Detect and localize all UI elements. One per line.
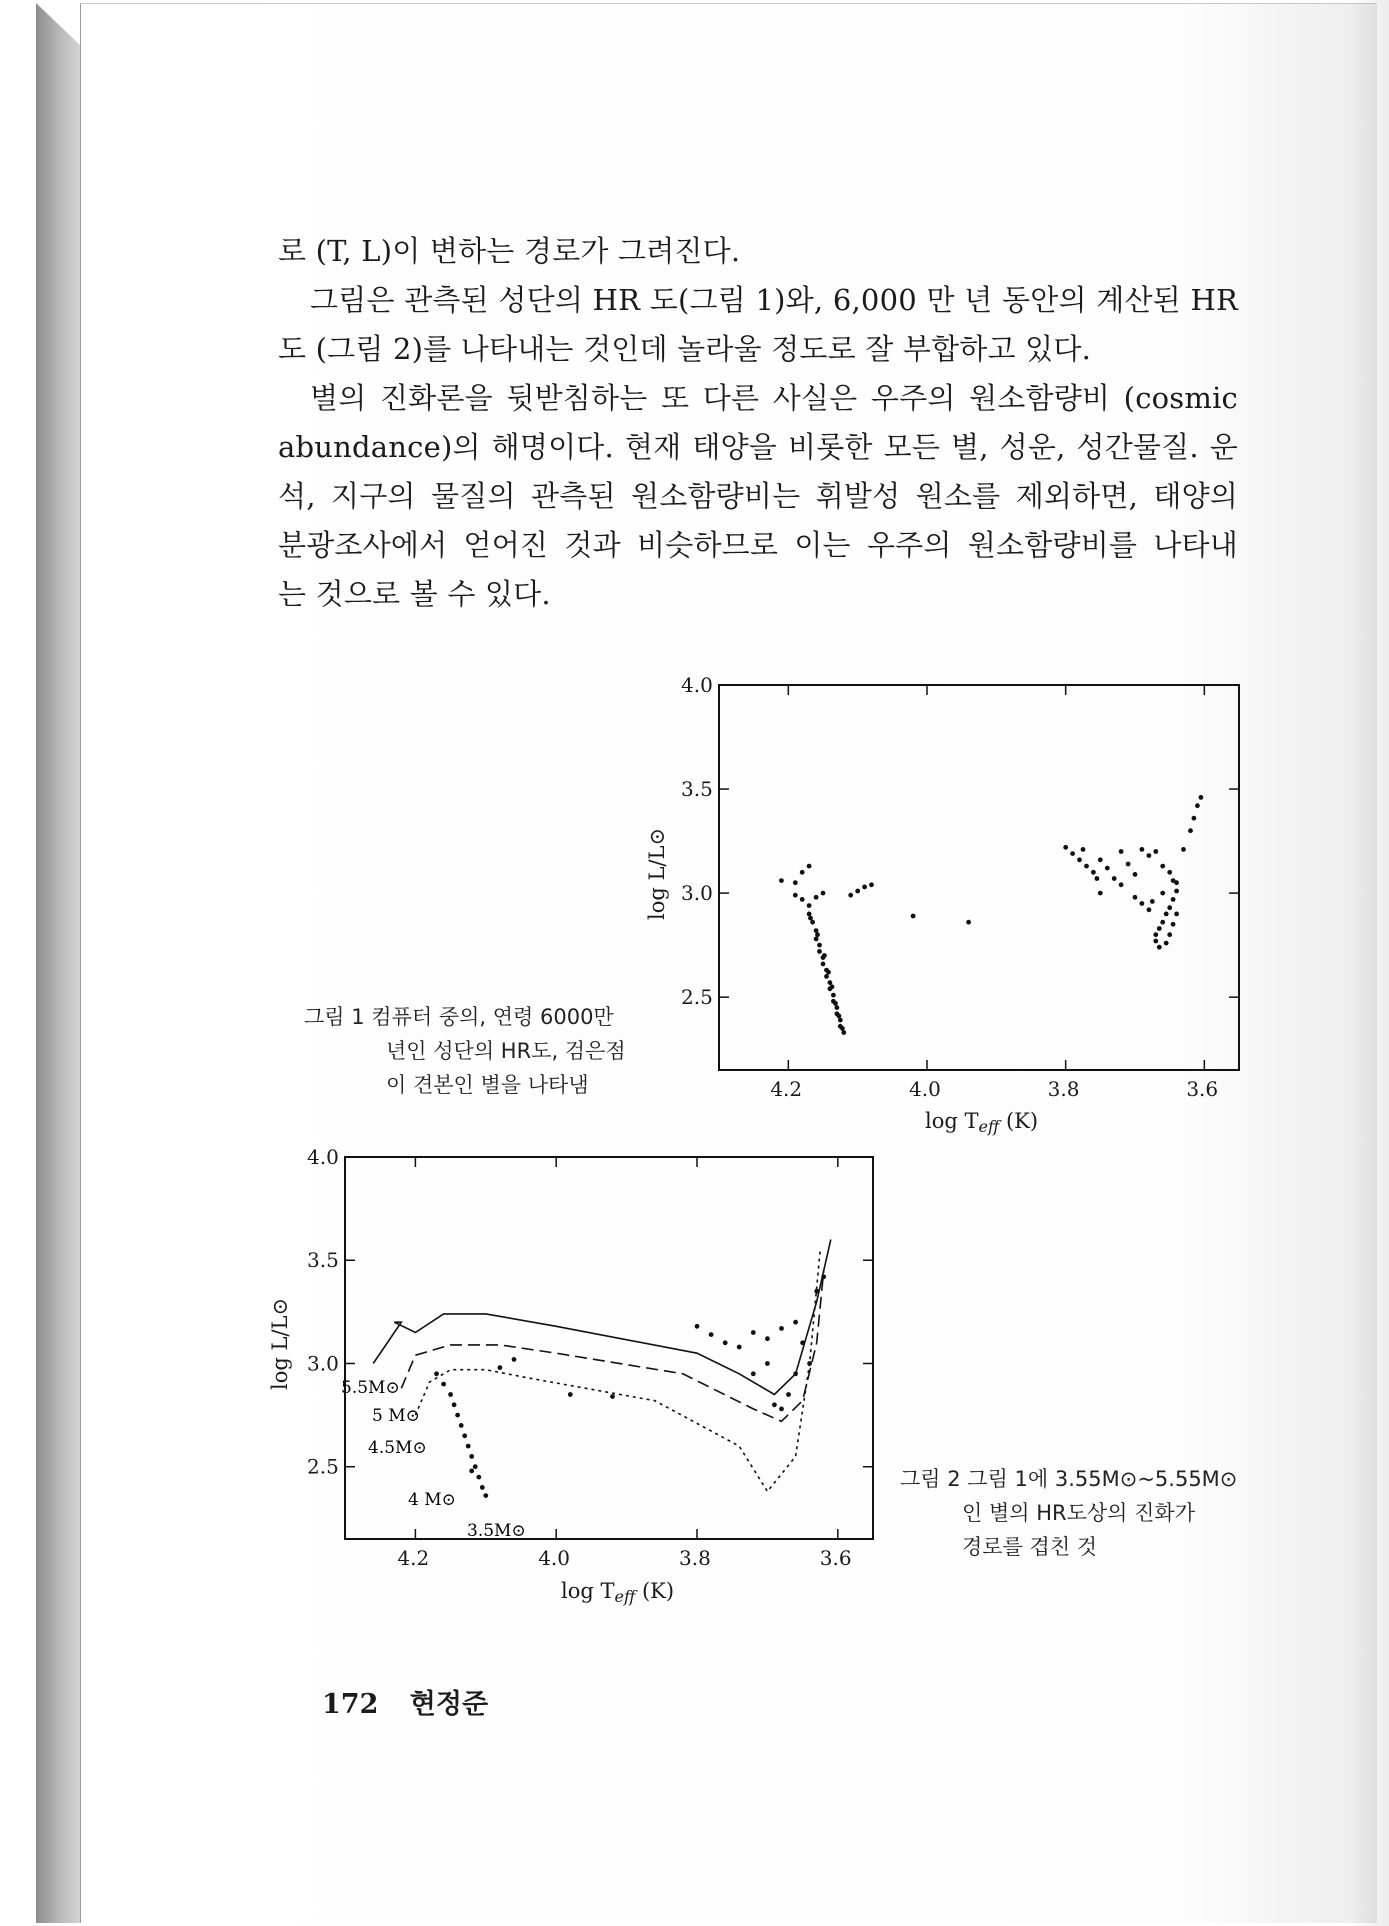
- data-point: [498, 1365, 503, 1370]
- data-point: [709, 1332, 714, 1337]
- page-footer: [322, 1682, 510, 1721]
- data-point: [1105, 866, 1110, 871]
- data-point: [814, 895, 819, 900]
- paragraph-line: 별의 진화론을 뒷받침하는 또 다른 사실은 우주의 원소함량비 (cosmic: [310, 381, 1238, 415]
- data-point: [765, 1336, 770, 1341]
- data-point: [459, 1423, 464, 1428]
- data-point: [1199, 795, 1204, 800]
- y-tick-label: 3.5: [681, 777, 713, 802]
- fig2-frame: [345, 1157, 873, 1539]
- data-point: [848, 893, 853, 898]
- data-point: [826, 970, 831, 975]
- page-number: 172: [322, 1689, 379, 1720]
- data-point: [1171, 897, 1176, 902]
- data-point: [1063, 845, 1068, 850]
- data-point: [1133, 872, 1138, 877]
- data-point: [821, 962, 826, 967]
- data-point: [807, 903, 812, 908]
- data-point: [841, 1030, 846, 1035]
- figure-1-hr-diagram: [640, 660, 1260, 1140]
- data-point: [800, 870, 805, 875]
- data-point: [1150, 899, 1155, 904]
- data-point: [1167, 905, 1172, 910]
- caption-line: 이 견본인 별을 나타냄: [386, 1073, 589, 1097]
- data-point: [1174, 880, 1179, 885]
- mass-label-4: 4 M⊙: [408, 1490, 456, 1510]
- data-point: [810, 920, 815, 925]
- x-tick-label: 4.0: [909, 1077, 941, 1101]
- data-point: [1160, 864, 1165, 869]
- fig2-xlabel: log Teff (K): [561, 1579, 675, 1606]
- data-point: [1147, 853, 1152, 858]
- data-point: [1133, 895, 1138, 900]
- data-point: [807, 864, 812, 869]
- author-name: 현정준: [409, 1689, 489, 1720]
- paragraph-line: 는 것으로 볼 수 있다.: [278, 577, 551, 611]
- data-point: [793, 1320, 798, 1325]
- caption-line: 년인 성단의 HR도, 검은점: [386, 1039, 626, 1063]
- caption-line: 경로를 겹친 것: [962, 1535, 1098, 1559]
- book-spine-edge: [36, 3, 80, 1923]
- data-point: [1153, 849, 1158, 854]
- data-point: [828, 980, 833, 985]
- data-point: [1091, 870, 1096, 875]
- data-point: [512, 1357, 517, 1362]
- data-point: [1119, 882, 1124, 887]
- figure-2-hr-diagram: [265, 1140, 895, 1610]
- data-point: [793, 880, 798, 885]
- data-point: [1167, 932, 1172, 937]
- paragraph-line: 도 (그림 2)를 나타내는 것인데 놀라울 정도로 잘 부합하고 있다.: [278, 332, 1091, 366]
- data-point: [441, 1382, 446, 1387]
- y-tick-label: 3.0: [307, 1351, 339, 1376]
- track-5.5M⊙: [373, 1240, 831, 1395]
- data-point: [821, 891, 826, 896]
- track-4.5M⊙: [415, 1250, 820, 1492]
- caption-line: 인 별의 HR도상의 진화가: [962, 1501, 1195, 1525]
- data-point: [751, 1330, 756, 1335]
- paragraph-line: 분광조사에서 얻어진 것과 비슷하므로 이는 우주의 원소함량비를 나타내: [278, 528, 1238, 562]
- data-point: [831, 993, 836, 998]
- data-point: [610, 1394, 615, 1399]
- data-point: [473, 1464, 478, 1469]
- data-point: [772, 1402, 777, 1407]
- x-tick-label: 3.6: [1186, 1077, 1219, 1101]
- fig1-data-points: [779, 795, 1203, 1035]
- data-point: [1098, 857, 1103, 862]
- mass-label-5: 5 M⊙: [372, 1406, 420, 1426]
- data-point: [814, 1289, 819, 1294]
- x-tick-label: 4.2: [397, 1546, 430, 1570]
- fig1-ylabel: log L/L⊙: [645, 827, 669, 920]
- data-point: [1077, 857, 1082, 862]
- data-point: [808, 916, 813, 921]
- fig2-ticks: [345, 1157, 873, 1539]
- data-point: [469, 1454, 474, 1459]
- data-point: [1171, 922, 1176, 927]
- fig1-xlabel: log Teff (K): [925, 1109, 1039, 1136]
- data-point: [1160, 891, 1165, 896]
- data-point: [480, 1485, 485, 1490]
- mass-label-3.5: 3.5M⊙: [467, 1521, 526, 1541]
- data-point: [1157, 926, 1162, 931]
- fig2-mass-labels: [341, 1378, 526, 1541]
- data-point: [434, 1371, 439, 1376]
- mass-label-4.5: 4.5M⊙: [368, 1438, 427, 1458]
- data-point: [1098, 891, 1103, 896]
- data-point: [737, 1345, 742, 1350]
- data-point: [1181, 847, 1186, 852]
- data-point: [1119, 849, 1124, 854]
- data-point: [855, 889, 860, 894]
- data-point: [837, 1014, 842, 1019]
- data-point: [1157, 945, 1162, 950]
- paragraph-line: 로 (T, L)이 변하는 경로가 그려진다.: [278, 234, 741, 268]
- page-top-border: [80, 3, 1376, 4]
- data-point: [476, 1475, 481, 1480]
- data-point: [817, 943, 822, 948]
- data-point: [822, 953, 827, 958]
- data-point: [1084, 864, 1089, 869]
- figure-2-caption: [900, 1462, 1237, 1564]
- data-point: [1195, 803, 1200, 808]
- data-point: [1153, 939, 1158, 944]
- data-point: [751, 1371, 756, 1376]
- fig1-ticks: [719, 685, 1239, 1070]
- data-point: [911, 914, 916, 919]
- x-tick-label: 4.0: [538, 1546, 571, 1570]
- data-point: [862, 885, 867, 890]
- fig2-data-points: [434, 1274, 826, 1498]
- y-tick-label: 2.5: [307, 1454, 339, 1479]
- y-tick-label: 3.5: [307, 1248, 339, 1273]
- data-point: [1160, 920, 1165, 925]
- data-point: [1070, 851, 1075, 856]
- data-point: [1153, 932, 1158, 937]
- data-point: [807, 1361, 812, 1366]
- mass-label-5.5: 5.5M⊙: [341, 1378, 400, 1398]
- data-point: [779, 1326, 784, 1331]
- data-point: [807, 912, 812, 917]
- paragraph-line: 그림은 관측된 성단의 HR 도(그림 1)와, 6,000 만 년 동안의 계산된 HR: [310, 283, 1238, 317]
- data-point: [815, 932, 820, 937]
- caption-line: 그림 2 그림 1에 3.55M⊙~5.55M⊙: [900, 1467, 1238, 1491]
- data-point: [833, 1001, 838, 1006]
- data-point: [455, 1413, 460, 1418]
- paragraph-line: 석, 지구의 물질의 관측된 원소함량비는 휘발성 원소를 제외하면, 태양의: [278, 479, 1238, 513]
- fig1-frame: [719, 685, 1239, 1070]
- data-point: [835, 1005, 840, 1010]
- y-tick-label: 4.0: [681, 673, 713, 697]
- fig2-ylabel: log L/L⊙: [268, 1297, 292, 1390]
- data-point: [1188, 828, 1193, 833]
- data-point: [1192, 816, 1197, 821]
- data-point: [793, 1371, 798, 1376]
- page-shadow: [1349, 0, 1389, 1926]
- data-point: [1140, 847, 1145, 852]
- x-tick-label: 4.2: [770, 1077, 803, 1101]
- data-point: [469, 1469, 474, 1474]
- data-point: [1112, 876, 1117, 881]
- x-tick-label: 3.6: [819, 1546, 852, 1570]
- fig2-evolution-tracks: [373, 1240, 831, 1492]
- data-point: [840, 1026, 845, 1031]
- data-point: [966, 920, 971, 925]
- data-point: [1164, 941, 1169, 946]
- data-point: [1140, 901, 1145, 906]
- data-point: [1126, 862, 1131, 867]
- data-point: [779, 1407, 784, 1412]
- data-point: [466, 1444, 471, 1449]
- data-point: [800, 897, 805, 902]
- data-point: [448, 1392, 453, 1397]
- data-point: [793, 893, 798, 898]
- data-point: [1147, 907, 1152, 912]
- data-point: [1081, 847, 1086, 852]
- data-point: [695, 1324, 700, 1329]
- data-point: [821, 1274, 826, 1279]
- data-point: [483, 1493, 488, 1498]
- data-point: [1164, 912, 1169, 917]
- data-point: [568, 1392, 573, 1397]
- data-point: [462, 1433, 467, 1438]
- paragraph-line: abundance)의 해명이다. 현재 태양을 비롯한 모든 별, 성운, 성간물질. 운: [278, 430, 1238, 464]
- data-point: [800, 1340, 805, 1345]
- data-point: [1174, 912, 1179, 917]
- fig1-tick-labels: [681, 673, 1218, 1101]
- caption-line: 그림 1 컴퓨터 중의, 연령 6000만: [304, 1005, 614, 1029]
- y-tick-label: 4.0: [307, 1145, 339, 1169]
- data-point: [838, 1018, 843, 1023]
- x-tick-label: 3.8: [1047, 1077, 1080, 1101]
- data-point: [765, 1361, 770, 1366]
- data-point: [452, 1402, 457, 1407]
- data-point: [824, 974, 829, 979]
- figure-1-caption: [304, 1000, 626, 1102]
- data-point: [830, 984, 835, 989]
- data-point: [786, 1392, 791, 1397]
- data-point: [1174, 889, 1179, 894]
- data-point: [814, 937, 819, 942]
- data-point: [779, 878, 784, 883]
- data-point: [817, 949, 822, 954]
- data-point: [723, 1340, 728, 1345]
- data-point: [814, 928, 819, 933]
- body-text: [278, 228, 1238, 620]
- y-tick-label: 3.0: [681, 881, 713, 906]
- x-tick-label: 3.8: [679, 1546, 711, 1570]
- data-point: [869, 882, 874, 887]
- y-tick-label: 2.5: [681, 985, 713, 1010]
- data-point: [1167, 870, 1172, 875]
- data-point: [1095, 876, 1100, 881]
